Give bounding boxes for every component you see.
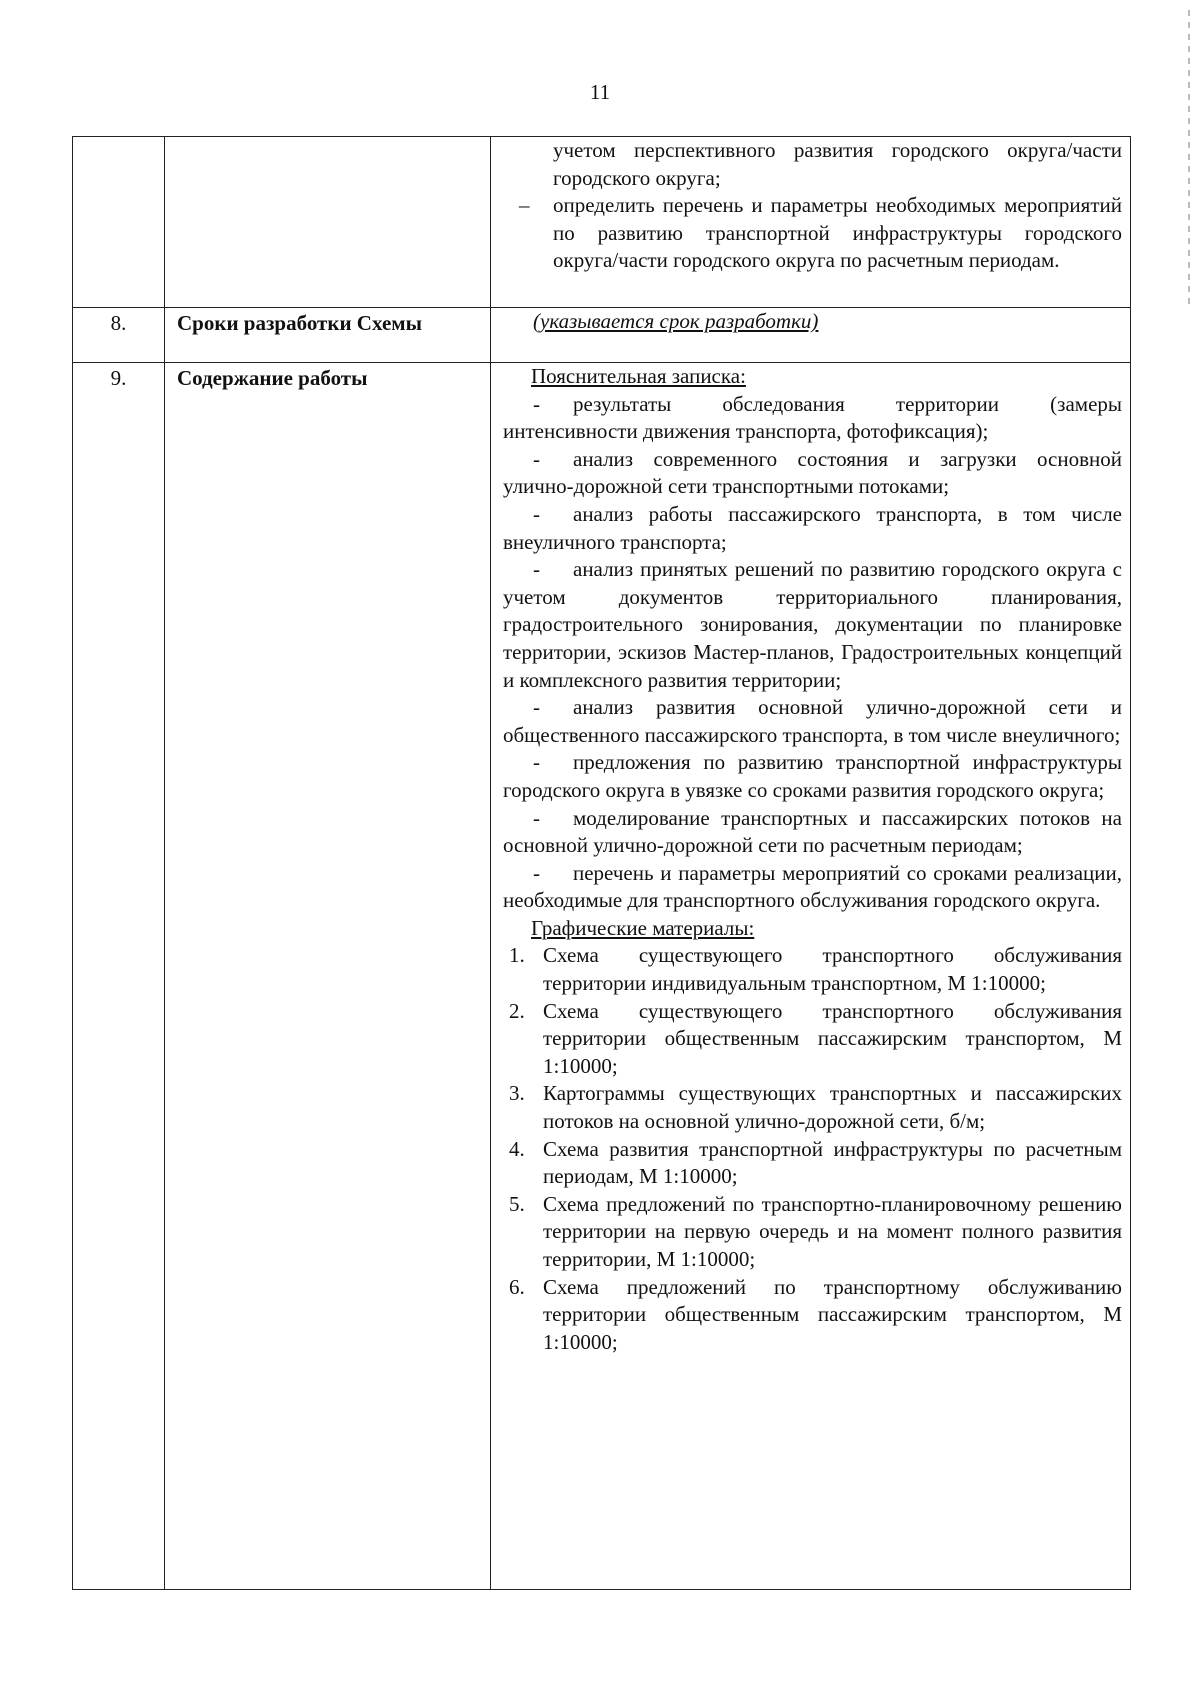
list-item: 1. Схема существующего транспортного обслуживания территории индивидуальным транспортном, М 1:10000; [509, 943, 1122, 996]
development-term: (указывается срок разработки) [533, 309, 819, 333]
item-number: 2. [509, 998, 525, 1023]
list-item: - анализ работы пассажирского транспорта, в том числе внеуличного транспорта; [503, 501, 1122, 554]
list-item: - анализ принятых решений по развитию городского округа с учетом документов территориального планирования, градостроительного зонирования, документации по планировке территории, эскизов Мастер-планов, Градостроительных концепций и комплексного развития территории; [503, 557, 1122, 692]
explanatory-note-list [503, 391, 1122, 915]
item-number: 6. [509, 1274, 525, 1299]
explanatory-note-heading: Пояснительная записка: [531, 364, 746, 388]
dash-marker: - [533, 557, 540, 582]
list-item: - анализ развития основной улично-дорожной сети и общественного пассажирского транспорта, в том числе внеуличного; [503, 695, 1122, 747]
dash-marker: - [533, 695, 540, 720]
table-row-8 [73, 308, 1131, 363]
list-item: 2. Схема существующего транспортного обслуживания территории общественным пассажирским транспортом, М 1:10000; [509, 998, 1122, 1078]
specification-table [72, 136, 1131, 1590]
label-cell-empty [165, 137, 491, 308]
content-cell [491, 308, 1131, 363]
dash-marker: - [533, 501, 540, 526]
graphics-heading: Графические материалы: [531, 915, 755, 940]
row-number: 9. [73, 363, 165, 1590]
list-item: - моделирование транспортных и пассажирских потоков на основной улично-дорожной сети по расчетным периодам; [503, 805, 1122, 858]
table-row-continued [73, 137, 1131, 308]
scan-edge-mark [1188, 10, 1190, 310]
dash-marker: - [533, 860, 540, 885]
number-cell-empty [73, 137, 165, 308]
list-item: 6. Схема предложений по транспортному обслуживанию территории общественным пассажирским транспортом, М 1:10000; [509, 1274, 1122, 1354]
item-number: 3. [509, 1081, 525, 1106]
row-label: Сроки разработки Схемы [165, 308, 491, 363]
dash-marker: – [519, 193, 530, 218]
item-number: 5. [509, 1191, 525, 1216]
dash-marker: - [533, 750, 540, 775]
item-number: 4. [509, 1136, 525, 1161]
page-number: 11 [589, 80, 611, 104]
list-item: - предложения по развитию транспортной инфраструктуры городского округа в увязке со сроками развития городского округа; [503, 750, 1122, 802]
list-item: - анализ современного состояния и загрузки основной улично-дорожной сети транспортными потоками; [503, 446, 1122, 499]
graphics-list [503, 942, 1122, 1356]
dash-marker: - [533, 391, 540, 416]
list-item: 4. Схема развития транспортной инфраструктуры по расчетным периодам, М 1:10000; [509, 1136, 1122, 1189]
continuation-text: учетом перспективного развития городского округа/части городского округа; [553, 138, 1122, 190]
content-cell [491, 363, 1131, 1590]
row-label: Содержание работы [165, 363, 491, 1590]
table-row-9 [73, 363, 1131, 1590]
content-cell [491, 137, 1131, 308]
list-item: – определить перечень и параметры необходимых мероприятий по развитию транспортной инфраструктуры городского округа/части городского округа по расчетным периодам. [519, 193, 1122, 273]
list-item: 3. Картограммы существующих транспортных и пассажирских потоков на основной улично-дорожной сети, б/м; [509, 1081, 1122, 1134]
list-item: 5. Схема предложений по транспортно-планировочному решению территории на первую очередь и на момент полного развития территории, М 1:10000; [509, 1191, 1122, 1271]
dash-marker: - [533, 805, 540, 830]
row-number: 8. [73, 308, 165, 363]
dash-marker: - [533, 446, 540, 471]
list-item: - перечень и параметры мероприятий со сроками реализации, необходимые для транспортного обслуживания городского округа. [503, 860, 1122, 913]
item-number: 1. [509, 943, 525, 968]
list-item: - результаты обследования территории (замеры интенсивности движения транспорта, фотофиксация); [503, 391, 1122, 444]
